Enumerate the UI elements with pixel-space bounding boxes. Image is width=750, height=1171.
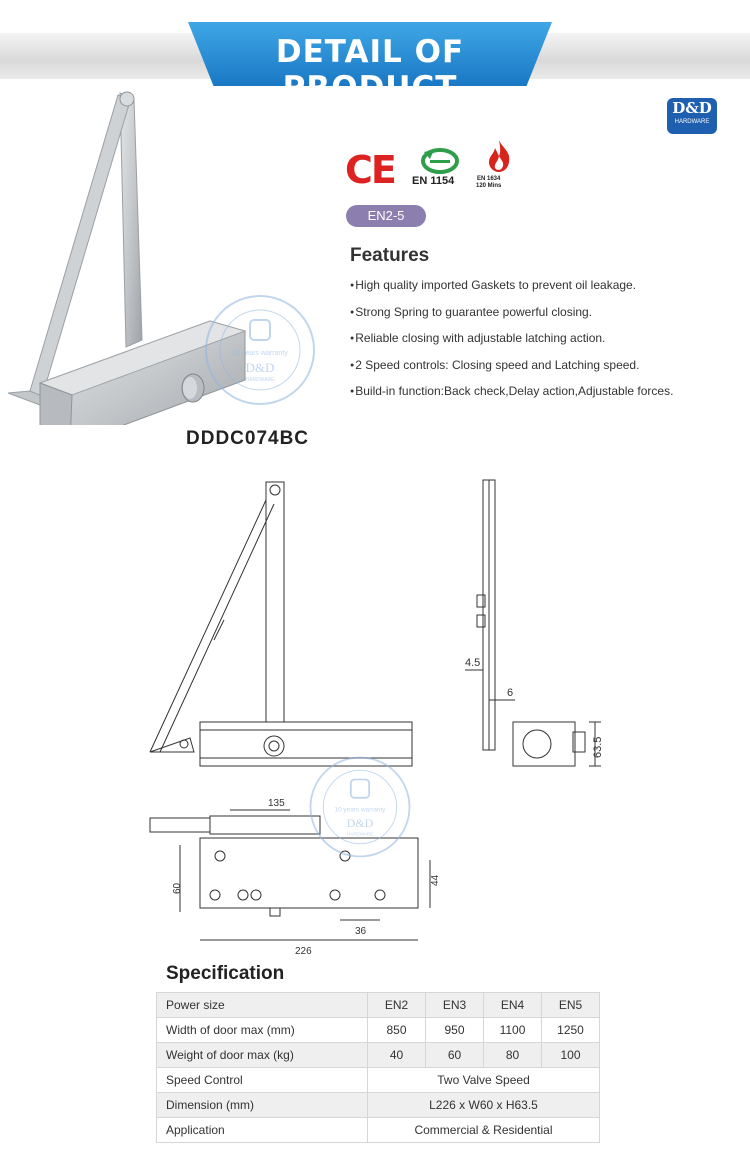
- power-size-badge: EN2-5: [346, 205, 426, 227]
- table-cell: 100: [542, 1043, 600, 1068]
- dim-226: 226: [295, 946, 312, 955]
- model-number: DDDC074BC: [186, 428, 310, 449]
- dim-6: 6: [507, 687, 514, 699]
- watermark-brand: D&D: [245, 360, 275, 375]
- watermark-stamp: [200, 290, 320, 410]
- table-cell: L226 x W60 x H63.5: [368, 1093, 600, 1118]
- features-list: [350, 278, 673, 411]
- table-cell-label: Weight of door max (kg): [157, 1043, 368, 1068]
- watermark-warranty: 10 years warranty: [334, 806, 386, 814]
- table-cell: 1100: [484, 1018, 542, 1043]
- table-cell-label: Width of door max (mm): [157, 1018, 368, 1043]
- table-cell-label: Dimension (mm): [157, 1093, 368, 1118]
- feature-item: ● High quality imported Gaskets to prevent oil leakage.: [350, 278, 673, 305]
- watermark-sub: HARDWARE: [245, 377, 275, 383]
- table-row: [157, 993, 600, 1018]
- table-row: [157, 1018, 600, 1043]
- features-title: Features: [350, 245, 430, 266]
- table-cell: 40: [368, 1043, 426, 1068]
- table-header-cell: EN4: [484, 993, 542, 1018]
- table-header-cell: EN2: [368, 993, 426, 1018]
- dim-36: 36: [355, 926, 367, 937]
- watermark-sub: HARDWARE: [346, 831, 374, 837]
- logo-name: D&D: [672, 99, 712, 117]
- specification-table: [156, 992, 600, 1143]
- dim-135: 135: [268, 798, 285, 809]
- table-cell: 60: [426, 1043, 484, 1068]
- watermark-brand: D&D: [346, 816, 374, 831]
- table-row: [157, 1068, 600, 1093]
- fire-icon: [484, 138, 514, 174]
- specification-title: Specification: [166, 963, 285, 984]
- drawing-side-view: [455, 470, 605, 780]
- table-cell: Two Valve Speed: [368, 1068, 600, 1093]
- table-cell: 850: [368, 1018, 426, 1043]
- table-row: [157, 1093, 600, 1118]
- logo-tagline: HARDWARE: [674, 119, 710, 125]
- en1634-label: [476, 176, 501, 190]
- en1634-line1: EN 1634: [477, 176, 501, 182]
- feature-item: ● Build-in function:Back check,Delay action,Adjustable forces.: [350, 384, 673, 411]
- dim-60: 60: [172, 882, 183, 894]
- table-cell-label: Application: [157, 1118, 368, 1143]
- en1634-line2: 120 Mins: [476, 183, 502, 189]
- watermark-warranty: 10 years warranty: [232, 350, 288, 357]
- page-title: DETAIL OF PRODUCT: [275, 34, 465, 106]
- dim-44: 44: [430, 874, 441, 886]
- ce-mark: CE: [345, 148, 395, 192]
- table-cell-label: Power size: [157, 993, 368, 1018]
- table-cell: 1250: [542, 1018, 600, 1043]
- brand-logo: [667, 98, 717, 134]
- drawing-front-view: [140, 470, 430, 780]
- watermark-stamp: [305, 752, 415, 862]
- table-header-cell: EN5: [542, 993, 600, 1018]
- table-cell-label: Speed Control: [157, 1068, 368, 1093]
- table-row: [157, 1043, 600, 1068]
- table-cell: 950: [426, 1018, 484, 1043]
- table-cell: 80: [484, 1043, 542, 1068]
- feature-item: ● Reliable closing with adjustable latching action.: [350, 331, 673, 358]
- feature-item: ● Strong Spring to guarantee powerful closing.: [350, 305, 673, 332]
- dim-4-5: 4.5: [465, 657, 481, 669]
- en1154-icon: [420, 146, 460, 174]
- table-cell: Commercial & Residential: [368, 1118, 600, 1143]
- en1154-label: EN 1154: [412, 175, 455, 187]
- feature-item: ● 2 Speed controls: Closing speed and Latching speed.: [350, 358, 673, 385]
- dim-63-5: 63.5: [592, 736, 604, 758]
- table-header-cell: EN3: [426, 993, 484, 1018]
- table-row: [157, 1118, 600, 1143]
